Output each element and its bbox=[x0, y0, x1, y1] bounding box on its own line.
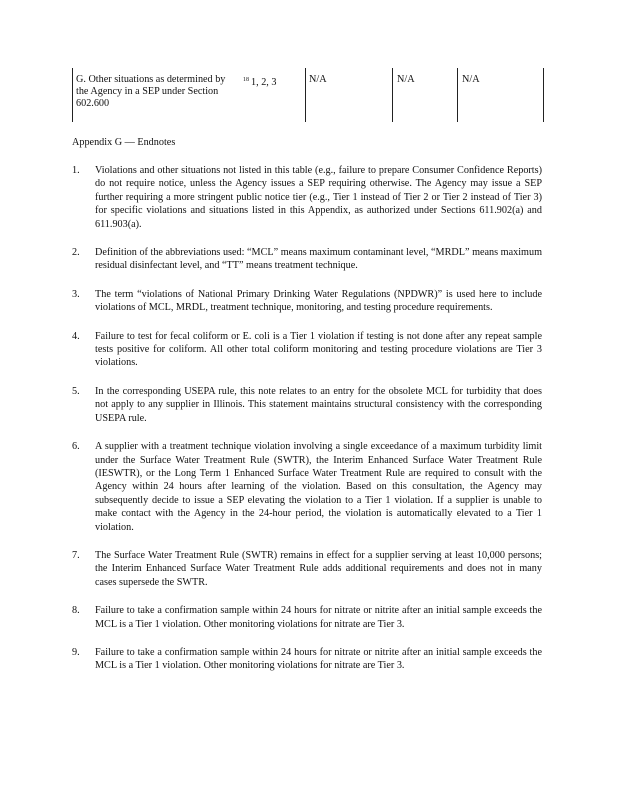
endnote-text: Failure to take a confirmation sample within 24 hours for nitrate or nitrite after an initial sample exceeds the MCL is a Tier 1 violation. Other monitoring violations for nitrate are Tier 3. bbox=[95, 646, 542, 672]
table-divider bbox=[305, 68, 306, 122]
endnotes-list bbox=[72, 164, 542, 688]
na-cell: N/A bbox=[397, 74, 415, 85]
endnote-number: 6. bbox=[72, 441, 80, 453]
situation-cell: G. Other situations as determined by the Agency in a SEP under Section 602.600 bbox=[76, 74, 226, 109]
endnote-text: Definition of the abbreviations used: “MCL” means maximum contaminant level, “MRDL” means maximum residual disinfectant level, and “TT” means treatment technique. bbox=[95, 247, 542, 272]
endnote-6 bbox=[72, 440, 542, 534]
table-divider bbox=[392, 68, 393, 122]
tier-value: 1, 2, 3 bbox=[251, 77, 277, 88]
endnote-number: 9. bbox=[72, 646, 80, 658]
endnote-text: The term “violations of National Primary Drinking Water Regulations (NPDWR)” is used here to include violations of MCL, MRDL, treatment technique, monitoring, and testing procedure requirements. bbox=[95, 288, 542, 314]
tier-cell bbox=[243, 74, 276, 89]
endnote-number: 7. bbox=[72, 549, 80, 561]
endnote-1 bbox=[72, 164, 542, 231]
endnote-5 bbox=[72, 385, 542, 425]
endnote-2 bbox=[72, 246, 542, 273]
endnote-number: 4. bbox=[72, 330, 80, 342]
appendix-heading: Appendix G — Endnotes bbox=[72, 137, 176, 148]
endnote-number: 8. bbox=[72, 605, 80, 617]
table-border-left bbox=[72, 68, 73, 122]
endnote-ref: 18 bbox=[243, 77, 249, 83]
endnote-number: 5. bbox=[72, 385, 80, 397]
endnote-number: 1. bbox=[72, 165, 80, 176]
endnote-text: Violations and other situations not listed in this table (e.g., failure to prepare Consumer Confidence Reports) do not require notice, unless the Agency issues a SEP requiring otherwise. The Agency may issue a SEP further requiring a more stringent public notice tier (e.g., Tier 1 instead of Tier 2 or Tier 2 instead of Tier 3) for specific violations and situations listed in this Appendix, as authorized under Sections 611.902(a) and 611.903(a). bbox=[95, 165, 542, 230]
endnote-text: A supplier with a treatment technique violation involving a single exceedance of a maximum turbidity limit under the Surface Water Treatment Rule (SWTR), the Interim Enhanced Surface Water Treatment Rule (IESWTR), or the Long Term 1 Enhanced Surface Water Treatment Rule are required to consult with the Agency within 24 hours after learning of the violation. Based on this consultation, the Agency may subsequently decide to issue a SEP elevating the violation to a Tier 1 violation. If a supplier is unable to make contact with the Agency in the 24-hour period, the violation is automatically elevated to a Tier 1 violation. bbox=[95, 441, 542, 533]
table-divider bbox=[457, 68, 458, 122]
endnote-number: 2. bbox=[72, 247, 80, 259]
endnote-text: Failure to test for fecal coliform or E. coli is a Tier 1 violation if testing is not done after any repeat sample tests positive for coliform. All other total coliform monitoring and testing procedure violations are Tier 3 violations. bbox=[95, 330, 542, 369]
table-row bbox=[72, 68, 544, 122]
na-cell: N/A bbox=[462, 74, 480, 85]
endnote-3 bbox=[72, 288, 542, 315]
endnote-number: 3. bbox=[72, 288, 80, 300]
na-cell: N/A bbox=[309, 74, 327, 85]
endnote-7 bbox=[72, 549, 542, 589]
endnote-text: Failure to take a confirmation sample within 24 hours for nitrate or nitrite after an initial sample exceeds the MCL is a Tier 1 violation. Other monitoring violations for nitrate are Tier 3. bbox=[95, 605, 542, 630]
endnote-9 bbox=[72, 646, 542, 673]
endnote-8 bbox=[72, 604, 542, 631]
endnote-4 bbox=[72, 330, 542, 370]
endnote-text: The Surface Water Treatment Rule (SWTR) remains in effect for a supplier serving at least 10,000 persons; the Interim Enhanced Surface Water Treatment Rule adds additional requirements and does not in many cases supersede the SWTR. bbox=[95, 549, 542, 588]
endnote-text: In the corresponding USEPA rule, this note relates to an entry for the obsolete MCL for turbidity that does not apply to any supplier in Illinois. This statement maintains structural consistency with the corresponding USEPA rule. bbox=[95, 385, 542, 424]
table-border-right bbox=[543, 68, 544, 122]
